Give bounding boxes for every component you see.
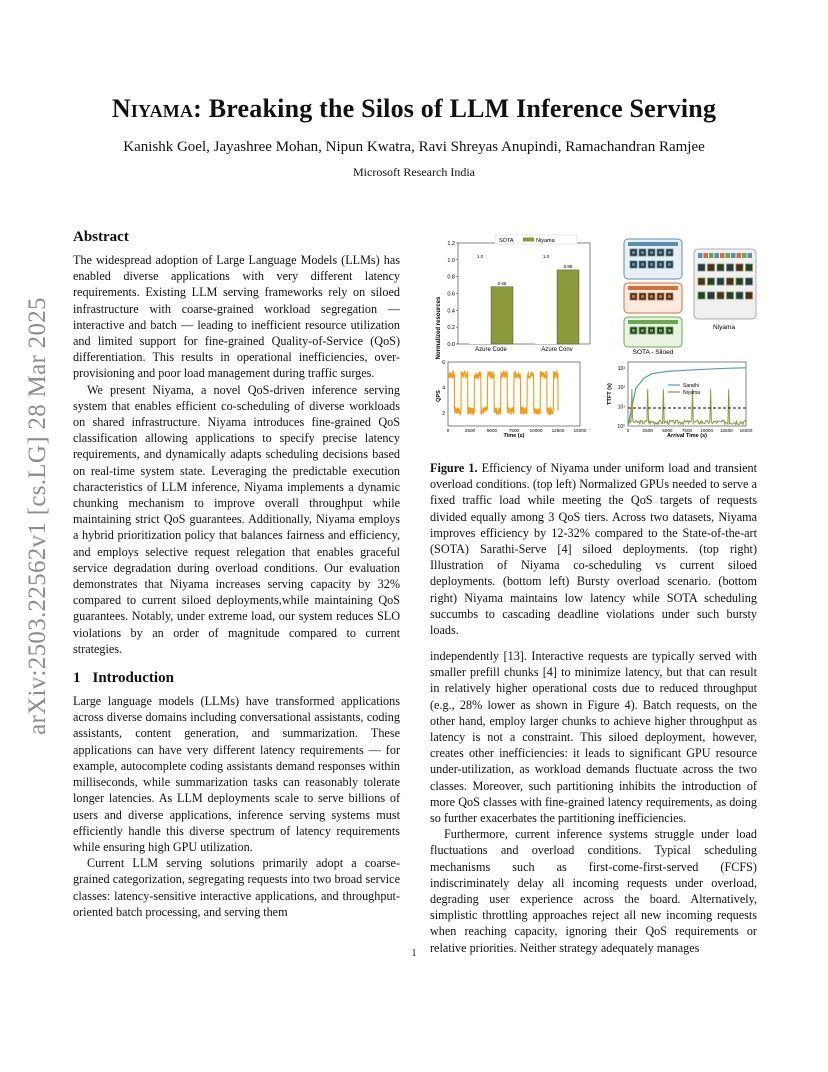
gpu-core — [668, 251, 671, 254]
gpu-core — [632, 251, 635, 254]
gpu-chip-icon — [717, 278, 724, 285]
gpu-chip-icon — [708, 264, 715, 271]
silo-queue-bar — [628, 320, 678, 324]
figure-caption — [430, 460, 757, 638]
bar-chart-normalized-resources — [436, 235, 590, 359]
gpu-chip-icon — [698, 292, 705, 299]
coscheduling-illustration — [624, 239, 756, 347]
bar-data-label: 0.68 — [497, 280, 507, 286]
gpu-chip-icon — [746, 292, 753, 299]
qps-xtick-label: 2500 — [464, 428, 476, 433]
qps-xtick-label: 10000 — [529, 428, 543, 433]
gpu-core — [641, 263, 644, 266]
qps-axes — [442, 360, 587, 433]
intro-paragraph-1: Large language models (LLMs) have transformed applications across diverse domains including conversational assistants, coding assistants, content generation, and summarization. These applications can have very different latency requirements — for example, autocomplete coding assistants demand responses within milliseconds, while summarization tasks can reasonably tolerate longer latencies. As LLM deployments scale to serve billions of users and diverse applications, inference serving systems must efficiently handle this diverse spectrum of latency requirements while ensuring high GPU utilization. — [73, 694, 400, 854]
bar-data-label: 0.88 — [563, 263, 573, 269]
gpu-core — [632, 295, 635, 298]
bar-ytick-label: 1.2 — [447, 241, 455, 247]
legend-niyama-label: Niyama — [536, 238, 555, 244]
mixed-queue-slot — [720, 253, 725, 258]
gpu-core — [668, 329, 671, 332]
gpu-core — [668, 295, 671, 298]
bar-marks — [469, 254, 579, 344]
qps-series-line — [448, 371, 558, 415]
title-rest: : Breaking the Silos of LLM Inference Serving — [193, 94, 717, 123]
bar-category-label: Azure Conv — [541, 347, 573, 353]
ttft-chart — [607, 362, 753, 439]
gpu-chip-icon — [736, 264, 743, 271]
gpu-chip-icon — [727, 264, 734, 271]
bar-ytick-label: 1.0 — [447, 257, 455, 264]
bar-data-label: 1.0 — [476, 253, 484, 259]
qps-ytick-label: 6 — [442, 360, 445, 366]
ttft-xtick-label: 5000 — [662, 428, 673, 433]
mixed-queue-slot — [698, 253, 703, 258]
gpu-core — [659, 251, 662, 254]
left-column — [73, 228, 400, 920]
gpu-chip-icon — [727, 292, 734, 299]
legend-niyama-ttft-label: Niyama — [683, 390, 700, 396]
ttft-xtick-label: 10000 — [700, 428, 714, 433]
figure-1 — [428, 234, 760, 444]
system-name: Niyama — [111, 94, 194, 123]
affiliation: Microsoft Research India — [353, 165, 475, 179]
abstract-paragraph-1: The widespread adoption of Large Language Models (LLMs) has enabled diverse applications with very different latency requirements. Existing LLM serving frameworks rely on siloed infrastructure with coarse-grained workload segregation — interactive and batch — leading to inefficient resource utilization and limited support for fine-grained Quality-of-Service (QoS) differentiation. This results in operational inefficiencies, over-provisioning and poor load management during traffic surges. — [73, 253, 400, 381]
bar-niyama — [557, 270, 579, 344]
qps-xtick-label: 15000 — [573, 428, 587, 433]
bar-sota — [469, 260, 491, 344]
bar-ytick-label: 0.8 — [447, 274, 455, 281]
legend-niyama-swatch — [523, 238, 534, 242]
mixed-queue-slot — [748, 253, 753, 258]
section-number: 1 — [73, 670, 81, 687]
introduction-heading — [73, 669, 400, 687]
mixed-queue-slot — [715, 253, 720, 258]
mixed-queue-slot — [742, 253, 747, 258]
gpu-core — [632, 263, 635, 266]
ttft-ylabel: TTFT (s) — [607, 383, 613, 405]
qps-ytick-label: 4 — [442, 385, 445, 392]
ttft-ytick-label: 10¹ — [617, 404, 625, 411]
gpu-chip-icon — [708, 278, 715, 285]
gpu-chip-icon — [717, 292, 724, 299]
mixed-queue-slot — [709, 253, 714, 258]
bar-niyama — [491, 287, 513, 344]
ttft-xlabel: Arrival Time (s) — [667, 433, 707, 439]
ttft-ytick-label: 10² — [617, 385, 625, 392]
author-list: Kanishk Goel, Jayashree Mohan, Nipun Kwatra, Ravi Shreyas Anupindi, Ramachandran Ramjee — [123, 139, 705, 155]
mixed-queue-slot — [731, 253, 736, 258]
bar-ytick-label: 0.6 — [447, 291, 455, 298]
section-title: Introduction — [92, 670, 174, 687]
gpu-core — [641, 295, 644, 298]
gpu-chip-icon — [746, 278, 753, 285]
abstract-heading: Abstract — [73, 229, 129, 245]
legend-sota-label: SOTA — [499, 238, 514, 244]
qps-xtick-label: 7500 — [508, 428, 520, 433]
siloed-label: SOTA - Siloed — [632, 349, 674, 356]
bar-category-label: Azure Code — [475, 347, 507, 353]
bar-data-label: 1.0 — [542, 253, 550, 259]
ttft-ytick-label: 10³ — [617, 365, 625, 372]
qps-ytick-label: 2 — [442, 411, 445, 418]
qps-xtick-label: 5000 — [486, 428, 498, 433]
qps-ylabel: QPS — [436, 390, 442, 402]
bar-ytick-label: 0.4 — [447, 308, 455, 315]
ttft-xtick-label: 7500 — [681, 428, 693, 433]
silo-queue-bar — [628, 286, 678, 290]
mixed-queue-slot — [737, 253, 742, 258]
ttft-xtick-label: 2500 — [642, 428, 653, 433]
legend-sarathi-label: Sarathi — [683, 383, 699, 389]
gpu-core — [641, 329, 644, 332]
gpu-chip-icon — [717, 264, 724, 271]
qps-xtick-label: 0 — [446, 428, 450, 433]
paper-title — [70, 94, 758, 124]
qps-chart — [436, 360, 587, 439]
arxiv-identifier-stamp — [14, 286, 62, 746]
mixed-queue-slot — [704, 253, 709, 258]
gpu-chip-icon — [736, 292, 743, 299]
bar-sota — [535, 260, 557, 344]
intro-paragraph-2: Current LLM serving solutions primarily adopt a coarse-grained categorization, segregating requests into two broad service classes: latency-sensitive interactive applications, and throughput-oriented batch processing, and serving them — [73, 856, 400, 919]
ttft-xtick-label: 0 — [626, 428, 630, 433]
ttft-xtick-label: 15000 — [739, 428, 753, 433]
mixed-queue-slot — [726, 253, 731, 258]
bar-ytick-label: 0.0 — [447, 342, 455, 348]
gpu-core — [659, 263, 662, 266]
gpu-chip-icon — [698, 264, 705, 271]
bar-ytick-label: 0.2 — [447, 325, 455, 332]
gpu-core — [650, 263, 653, 266]
figure-caption-text: Efficiency of Niyama under uniform load and transient overload conditions. (top left) Normalized GPUs needed to serve a fixed traffic load while meeting the QoS targets of requests divided equally among 3 QoS tiers. Across two datasets, Niyama improves efficiency by 12-32% compared to the State-of-the-art (SOTA) Sarathi-Serve [4] siloed deployments. (top right) Illustration of Niyama co-scheduling vs current siloed deployments. (bottom left) Bursty overload scenario. (bottom right) Niyama maintains low latency while SOTA scheduling succumbs to cascading deadline violations under such bursty loads. — [430, 461, 758, 638]
gpu-core — [650, 329, 653, 332]
gpu-chip-icon — [736, 278, 743, 285]
ttft-legend — [668, 383, 700, 396]
gpu-core — [641, 251, 644, 254]
right-column — [430, 648, 757, 956]
ttft-xtick-label: 12500 — [719, 428, 733, 433]
qps-xlabel: Time (s) — [503, 433, 525, 439]
qps-xtick-label: 12500 — [551, 428, 565, 433]
abstract-paragraph-2: We present Niyama, a novel QoS-driven inference serving system that enables efficient co-scheduling of diverse workloads on shared infrastructure. Niyama introduces fine-grained QoS classification allowing applications to specify precise latency requirements, and dynamically adapts scheduling decisions based on real-time system state. Leveraging the predictable execution characteristics of LLM inference, Niyama implements a dynamic chunking mechanism to improve overall throughput while maintaining strict QoS guarantees. Additionally, Niyama employs a hybrid prioritization policy that balances fairness and efficiency, and employs selective request relegation that enables graceful service degradation during overload conditions. Our evaluation demonstrates that Niyama increases serving capacity by 32% compared to current siloed deployments,while maintaining QoS guarantees. Notably, under extreme load, our system reduces SLO violations by an order of magnitude compared to current strategies. — [73, 382, 400, 656]
gpu-core — [668, 263, 671, 266]
bar-legend — [495, 235, 577, 244]
silo-queue-bar — [628, 242, 678, 246]
gpu-chip-icon — [746, 264, 753, 271]
arxiv-stamp-text: arXiv:2503.22562v1 [cs.LG] 28 Mar 2025 — [24, 297, 51, 735]
bar-ylabel: Normalized resources — [436, 296, 442, 360]
gpu-chip-icon — [698, 278, 705, 285]
figure-caption-label: Figure 1. — [430, 461, 478, 475]
gpu-core — [659, 295, 662, 298]
right-paragraph-1: independently [13]. Interactive requests are typically served with smaller prefill chunks [4] to minimize latency, but that can result in relatively higher operational costs due to reduced throughput (e.g., 28% lower as shown in Figure 4). Batch requests, on the other hand, employ larger chunks to achieve higher throughput as latency is not a constraint. This siloed deployment, however, creates other inefficiencies: it leads to significant GPU resource under-utilization, as workload demands fluctuate across the two classes. Moreover, such partitioning inhibits the introduction of more QoS classes with fine-grained latency requirements, as doing so further exacerbates the partitioning inefficiencies. — [430, 649, 757, 826]
page-number: 1 — [411, 948, 417, 959]
gpu-core — [659, 329, 662, 332]
niyama-illustration-label: Niyama — [712, 324, 736, 331]
right-paragraph-2: Furthermore, current inference systems struggle under load fluctuations and overload conditions. Typical scheduling mechanisms such as first-come-first-served (FCFS) indiscriminately delay all incoming requests under overload, degrading user experience across the board. Alternatively, simplistic throttling approaches reject all new incoming requests when reaching capacity, ignoring their QoS requirements or relative priorities. Neither strategy adequately manages — [430, 827, 757, 955]
gpu-core — [650, 295, 653, 298]
gpu-chip-icon — [708, 292, 715, 299]
gpu-chip-icon — [727, 278, 734, 285]
gpu-core — [650, 251, 653, 254]
gpu-core — [632, 329, 635, 332]
ttft-ytick-label: 10⁰ — [617, 424, 625, 430]
